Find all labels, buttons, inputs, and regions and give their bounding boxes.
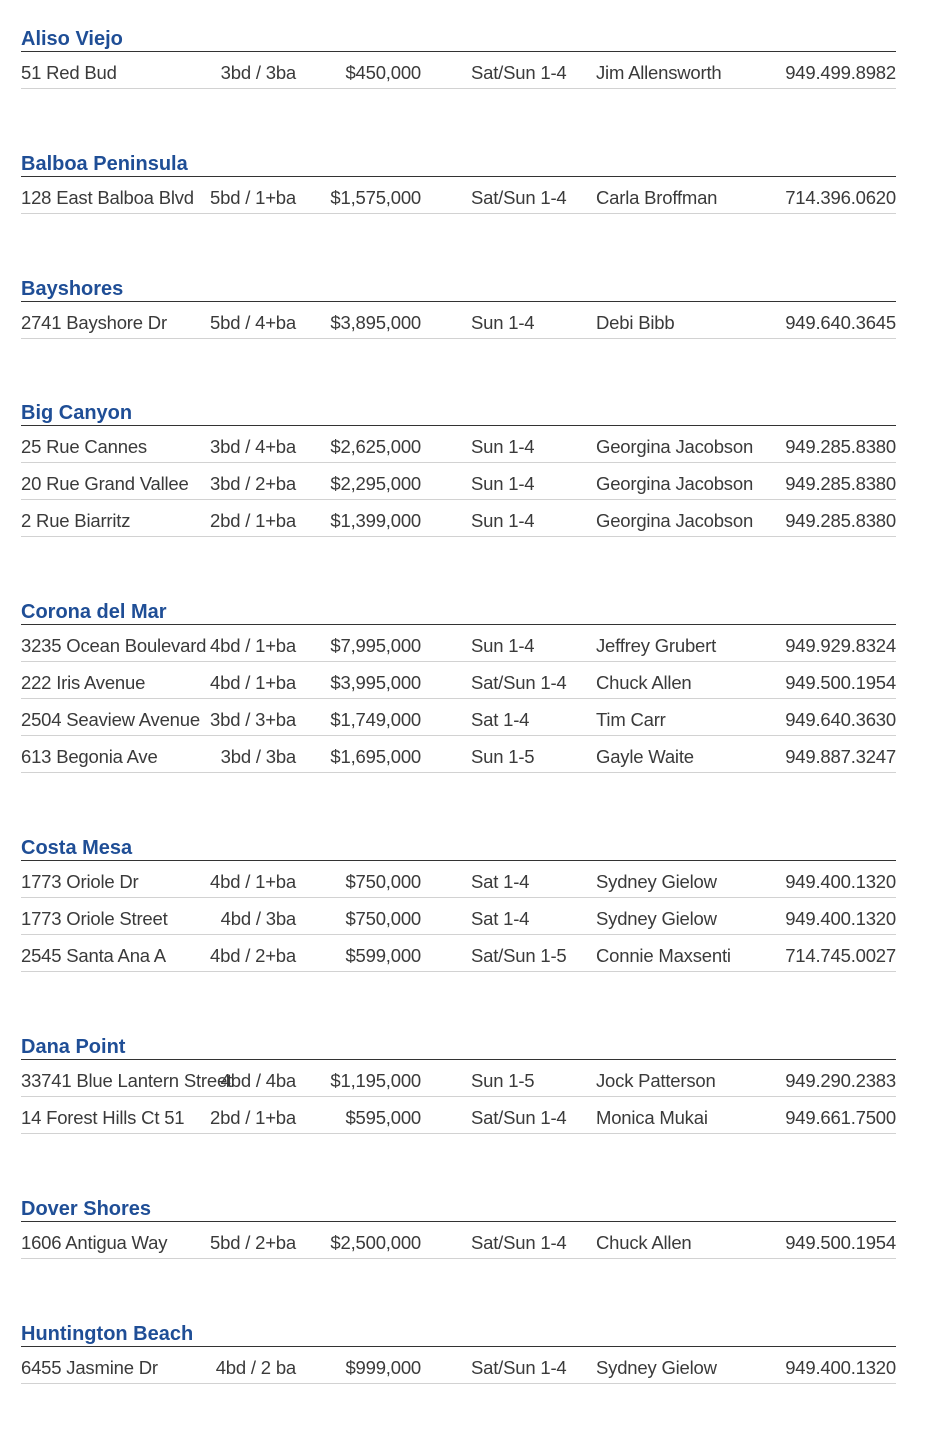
listing-row[interactable] <box>21 52 896 89</box>
listing-agent: Monica Mukai <box>596 1107 708 1128</box>
listing-address: 613 Begonia Ave <box>21 746 158 767</box>
listing-beds-baths: 3bd / 3+ba <box>210 709 296 730</box>
section-title: Balboa Peninsula <box>21 153 896 177</box>
listing-beds-baths: 2bd / 1+ba <box>210 510 296 531</box>
listing-phone[interactable]: 949.400.1320 <box>785 908 896 929</box>
listing-beds-baths: 4bd / 1+ba <box>210 635 296 656</box>
listing-address: 222 Iris Avenue <box>21 672 146 693</box>
listing-beds-baths: 4bd / 4ba <box>220 1070 296 1091</box>
listing-agent: Jim Allensworth <box>596 62 722 83</box>
listing-beds-baths: 3bd / 4+ba <box>210 436 296 457</box>
listing-agent: Chuck Allen <box>596 672 692 693</box>
listing-address: 1606 Antigua Way <box>21 1232 168 1253</box>
listing-beds-baths: 3bd / 3ba <box>220 62 296 83</box>
listing-price: $7,995,000 <box>330 635 421 656</box>
listing-address: 33741 Blue Lantern Street <box>21 1070 232 1091</box>
listing-address: 51 Red Bud <box>21 62 117 83</box>
listing-row[interactable] <box>21 177 896 214</box>
listing-address: 1773 Oriole Dr <box>21 871 139 892</box>
listing-row[interactable] <box>21 736 896 773</box>
listing-open-house-time: Sat 1-4 <box>471 871 530 892</box>
listing-row[interactable] <box>21 500 896 537</box>
neighborhood-section <box>21 153 896 214</box>
listing-agent: Sydney Gielow <box>596 871 717 892</box>
listing-open-house-time: Sun 1-4 <box>471 510 535 531</box>
listing-price: $2,500,000 <box>330 1232 421 1253</box>
listing-row[interactable] <box>21 463 896 500</box>
listing-beds-baths: 4bd / 2 ba <box>215 1357 296 1378</box>
listing-agent: Gayle Waite <box>596 746 694 767</box>
listing-address: 3235 Ocean Boulevard <box>21 635 207 656</box>
listing-open-house-time: Sun 1-5 <box>471 746 535 767</box>
listing-phone[interactable]: 949.887.3247 <box>785 746 896 767</box>
listing-price: $599,000 <box>345 945 421 966</box>
listing-beds-baths: 4bd / 1+ba <box>210 871 296 892</box>
listing-price: $1,399,000 <box>330 510 421 531</box>
listing-price: $3,995,000 <box>330 672 421 693</box>
listing-open-house-time: Sun 1-4 <box>471 436 535 457</box>
listing-price: $999,000 <box>345 1357 421 1378</box>
listing-price: $750,000 <box>345 908 421 929</box>
neighborhood-section <box>21 1198 896 1259</box>
section-title: Huntington Beach <box>21 1323 896 1347</box>
neighborhood-section <box>21 1323 896 1384</box>
listing-agent: Jock Patterson <box>596 1070 716 1091</box>
listing-agent: Georgina Jacobson <box>596 436 754 457</box>
listing-price: $1,695,000 <box>330 746 421 767</box>
listing-beds-baths: 5bd / 4+ba <box>210 312 296 333</box>
section-title: Dana Point <box>21 1036 896 1060</box>
listing-beds-baths: 5bd / 1+ba <box>210 187 296 208</box>
listing-row[interactable] <box>21 1347 896 1384</box>
listing-open-house-time: Sun 1-5 <box>471 1070 535 1091</box>
listing-phone[interactable]: 714.745.0027 <box>785 945 896 966</box>
listing-open-house-time: Sat/Sun 1-4 <box>471 672 567 693</box>
section-title: Costa Mesa <box>21 837 896 861</box>
neighborhood-section <box>21 837 896 972</box>
listing-open-house-time: Sat/Sun 1-4 <box>471 1232 567 1253</box>
listing-open-house-time: Sat/Sun 1-4 <box>471 187 567 208</box>
listing-agent: Carla Broffman <box>596 187 718 208</box>
listing-row[interactable] <box>21 1060 896 1097</box>
listing-price: $1,195,000 <box>330 1070 421 1091</box>
listing-agent: Tim Carr <box>596 709 666 730</box>
listing-phone[interactable]: 949.285.8380 <box>785 510 896 531</box>
neighborhood-section <box>21 402 896 537</box>
section-title: Big Canyon <box>21 402 896 426</box>
listing-address: 14 Forest Hills Ct 51 <box>21 1107 185 1128</box>
neighborhood-section <box>21 278 896 339</box>
listing-beds-baths: 3bd / 3ba <box>220 746 296 767</box>
listing-beds-baths: 4bd / 3ba <box>220 908 296 929</box>
listing-row[interactable] <box>21 699 896 736</box>
listing-phone[interactable]: 949.640.3645 <box>785 312 896 333</box>
neighborhood-section <box>21 601 896 773</box>
listing-beds-baths: 5bd / 2+ba <box>210 1232 296 1253</box>
listing-price: $3,895,000 <box>330 312 421 333</box>
listing-price: $1,749,000 <box>330 709 421 730</box>
listing-agent: Sydney Gielow <box>596 1357 717 1378</box>
neighborhood-section <box>21 1036 896 1134</box>
listing-phone[interactable]: 949.661.7500 <box>785 1107 896 1128</box>
section-title: Aliso Viejo <box>21 28 896 52</box>
listing-address: 6455 Jasmine Dr <box>21 1357 158 1378</box>
listing-open-house-time: Sun 1-4 <box>471 473 535 494</box>
listing-open-house-time: Sun 1-4 <box>471 312 535 333</box>
listing-phone[interactable]: 949.285.8380 <box>785 436 896 457</box>
listing-row[interactable] <box>21 861 896 898</box>
listing-open-house-time: Sat/Sun 1-4 <box>471 1107 567 1128</box>
listing-open-house-time: Sat/Sun 1-4 <box>471 62 567 83</box>
listing-phone[interactable]: 949.500.1954 <box>785 1232 896 1253</box>
listing-open-house-time: Sat/Sun 1-4 <box>471 1357 567 1378</box>
listing-phone[interactable]: 949.640.3630 <box>785 709 896 730</box>
listing-phone[interactable]: 949.290.2383 <box>785 1070 896 1091</box>
listing-row[interactable] <box>21 426 896 463</box>
listing-agent: Debi Bibb <box>596 312 675 333</box>
listing-phone[interactable]: 949.499.8982 <box>785 62 896 83</box>
listing-beds-baths: 4bd / 1+ba <box>210 672 296 693</box>
listing-phone[interactable]: 949.285.8380 <box>785 473 896 494</box>
listing-phone[interactable]: 714.396.0620 <box>785 187 896 208</box>
listing-row[interactable] <box>21 625 896 662</box>
listing-phone[interactable]: 949.400.1320 <box>785 871 896 892</box>
listing-price: $1,575,000 <box>330 187 421 208</box>
listing-open-house-time: Sat 1-4 <box>471 908 530 929</box>
listing-row[interactable] <box>21 1222 896 1259</box>
listing-address: 2545 Santa Ana A <box>21 945 166 966</box>
section-title: Dover Shores <box>21 1198 896 1222</box>
listing-phone[interactable]: 949.400.1320 <box>785 1357 896 1378</box>
listing-agent: Georgina Jacobson <box>596 473 754 494</box>
listing-row[interactable] <box>21 898 896 935</box>
listing-price: $750,000 <box>345 871 421 892</box>
listing-address: 128 East Balboa Blvd <box>21 187 194 208</box>
neighborhood-section <box>21 28 896 89</box>
listing-phone[interactable]: 949.500.1954 <box>785 672 896 693</box>
listing-open-house-time: Sat/Sun 1-5 <box>471 945 567 966</box>
section-title: Bayshores <box>21 278 896 302</box>
listing-address: 2 Rue Biarritz <box>21 510 131 531</box>
listing-row[interactable] <box>21 935 896 972</box>
listing-agent: Georgina Jacobson <box>596 510 754 531</box>
listing-open-house-time: Sat 1-4 <box>471 709 530 730</box>
listing-phone[interactable]: 949.929.8324 <box>785 635 896 656</box>
listing-price: $595,000 <box>345 1107 421 1128</box>
listing-beds-baths: 2bd / 1+ba <box>210 1107 296 1128</box>
listing-agent: Chuck Allen <box>596 1232 692 1253</box>
listing-agent: Sydney Gielow <box>596 908 717 929</box>
listing-address: 25 Rue Cannes <box>21 436 147 457</box>
listing-open-house-time: Sun 1-4 <box>471 635 535 656</box>
listing-row[interactable] <box>21 1097 896 1134</box>
listing-price: $2,295,000 <box>330 473 421 494</box>
listing-row[interactable] <box>21 662 896 699</box>
listing-price: $2,625,000 <box>330 436 421 457</box>
listing-address: 20 Rue Grand Vallee <box>21 473 189 494</box>
listing-agent: Jeffrey Grubert <box>596 635 717 656</box>
section-title: Corona del Mar <box>21 601 896 625</box>
listing-beds-baths: 3bd / 2+ba <box>210 473 296 494</box>
listing-address: 2504 Seaview Avenue <box>21 709 200 730</box>
listing-beds-baths: 4bd / 2+ba <box>210 945 296 966</box>
listing-row[interactable] <box>21 302 896 339</box>
listing-address: 1773 Oriole Street <box>21 908 168 929</box>
listing-price: $450,000 <box>345 62 421 83</box>
listing-agent: Connie Maxsenti <box>596 945 731 966</box>
listing-address: 2741 Bayshore Dr <box>21 312 167 333</box>
